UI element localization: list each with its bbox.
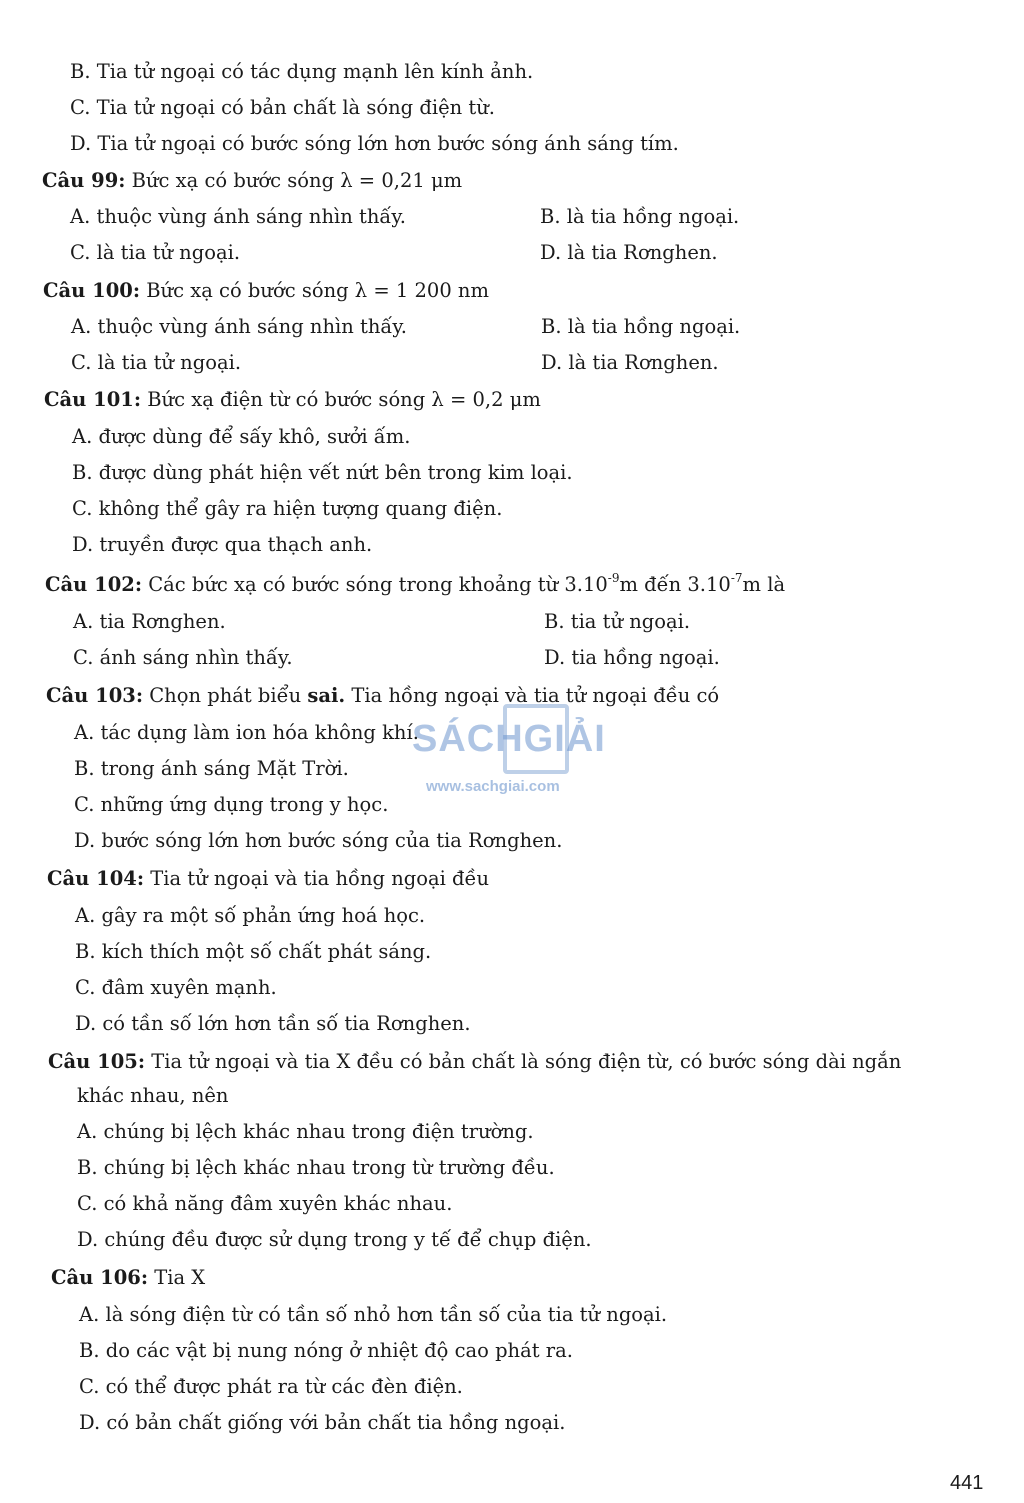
option-c: C. đâm xuyên mạnh. bbox=[75, 976, 277, 999]
question-104 bbox=[47, 867, 489, 891]
option-c: C. ánh sáng nhìn thấy. bbox=[73, 646, 293, 669]
option-b: B. là tia hồng ngoại. bbox=[541, 315, 741, 338]
question-105 bbox=[48, 1050, 901, 1074]
option-c: C. không thể gây ra hiện tượng quang điện. bbox=[72, 497, 503, 520]
question-text-continued: khác nhau, nên bbox=[77, 1084, 229, 1107]
question-106 bbox=[51, 1266, 205, 1290]
option-d: D. có tần số lớn hơn tần số tia Rơnghen. bbox=[75, 1012, 471, 1035]
option-d: D. chúng đều được sử dụng trong y tế để chụp điện. bbox=[77, 1228, 592, 1251]
option-b: B. tia tử ngoại. bbox=[544, 610, 691, 633]
watermark bbox=[410, 700, 620, 810]
option-a: A. được dùng để sấy khô, sưởi ấm. bbox=[72, 425, 411, 448]
exponent: -7 bbox=[730, 570, 743, 585]
option-a: A. là sóng điện từ có tần số nhỏ hơn tần số của tia tử ngoại. bbox=[79, 1303, 668, 1326]
question-text: Các bức xạ có bước sóng trong khoảng từ 3.10 bbox=[142, 573, 608, 596]
option-b: B. là tia hồng ngoại. bbox=[540, 205, 740, 228]
question-label: Câu 99: bbox=[42, 169, 126, 192]
option-c: C. Tia tử ngoại có bản chất là sóng điện từ. bbox=[70, 96, 495, 119]
question-label: Câu 105: bbox=[48, 1050, 146, 1073]
option-b: B. trong ánh sáng Mặt Trời. bbox=[74, 757, 349, 780]
watermark-logo-box bbox=[503, 704, 569, 774]
option-c: C. những ứng dụng trong y học. bbox=[74, 793, 389, 816]
question-101 bbox=[44, 388, 541, 412]
question-text: Tia X bbox=[148, 1266, 206, 1289]
option-a: A. tác dụng làm ion hóa không khí. bbox=[74, 721, 419, 744]
option-a: A. gây ra một số phản ứng hoá học. bbox=[75, 904, 426, 927]
watermark-url: www.sachgiai.com bbox=[426, 778, 560, 795]
question-label: Câu 104: bbox=[47, 867, 145, 890]
question-label: Câu 102: bbox=[45, 573, 143, 596]
exponent: -9 bbox=[607, 570, 620, 585]
emphasis: sai. bbox=[307, 684, 346, 707]
question-label: Câu 100: bbox=[43, 279, 141, 302]
option-b: B. do các vật bị nung nóng ở nhiệt độ cao phát ra. bbox=[79, 1339, 573, 1362]
question-text: Tia tử ngoại và tia hồng ngoại đều bbox=[144, 867, 490, 890]
question-99 bbox=[42, 169, 462, 193]
question-text: Tia tử ngoại và tia X đều có bản chất là sóng điện từ, có bước sóng dài ngắn bbox=[145, 1050, 902, 1073]
option-c: C. là tia tử ngoại. bbox=[70, 241, 241, 264]
question-text: Bức xạ điện từ có bước sóng λ = 0,2 μm bbox=[141, 388, 541, 411]
question-text: Bức xạ có bước sóng λ = 1 200 nm bbox=[140, 279, 489, 302]
page-number: 441 bbox=[950, 1472, 984, 1494]
question-text: Bức xạ có bước sóng λ = 0,21 μm bbox=[125, 169, 463, 192]
option-a: A. tia Rơnghen. bbox=[73, 610, 226, 633]
option-b: B. chúng bị lệch khác nhau trong từ trường đều. bbox=[77, 1156, 555, 1179]
question-text: m đến 3.10 bbox=[619, 573, 731, 596]
option-d: D. Tia tử ngoại có bước sóng lớn hơn bước sóng ánh sáng tím. bbox=[70, 132, 679, 155]
question-text: Chọn phát biểu bbox=[143, 684, 308, 707]
question-102 bbox=[45, 570, 786, 597]
question-text: m là bbox=[742, 573, 786, 596]
option-a: A. chúng bị lệch khác nhau trong điện trường. bbox=[77, 1120, 534, 1143]
option-c: C. là tia tử ngoại. bbox=[71, 351, 242, 374]
watermark-brand: SÁCHGIẢI bbox=[412, 718, 606, 760]
question-103 bbox=[46, 684, 719, 708]
question-100 bbox=[43, 279, 489, 303]
option-d: D. bước sóng lớn hơn bước sóng của tia Rơnghen. bbox=[74, 829, 563, 852]
option-d: D. tia hồng ngoại. bbox=[544, 646, 720, 669]
option-d: D. là tia Rơnghen. bbox=[540, 241, 718, 264]
option-c: C. có thể được phát ra từ các đèn điện. bbox=[79, 1375, 463, 1398]
question-label: Câu 103: bbox=[46, 684, 144, 707]
option-a: A. thuộc vùng ánh sáng nhìn thấy. bbox=[70, 205, 407, 228]
option-a: A. thuộc vùng ánh sáng nhìn thấy. bbox=[71, 315, 408, 338]
question-text: Tia hồng ngoại và tia tử ngoại đều có bbox=[345, 684, 720, 707]
option-d: D. truyền được qua thạch anh. bbox=[72, 533, 373, 556]
option-b: B. Tia tử ngoại có tác dụng mạnh lên kính ảnh. bbox=[70, 60, 534, 83]
option-d: D. có bản chất giống với bản chất tia hồng ngoại. bbox=[79, 1411, 566, 1434]
option-b: B. được dùng phát hiện vết nứt bên trong kim loại. bbox=[72, 461, 573, 484]
question-label: Câu 106: bbox=[51, 1266, 149, 1289]
option-b: B. kích thích một số chất phát sáng. bbox=[75, 940, 432, 963]
question-label: Câu 101: bbox=[44, 388, 142, 411]
option-d: D. là tia Rơnghen. bbox=[541, 351, 719, 374]
option-c: C. có khả năng đâm xuyên khác nhau. bbox=[77, 1192, 453, 1215]
